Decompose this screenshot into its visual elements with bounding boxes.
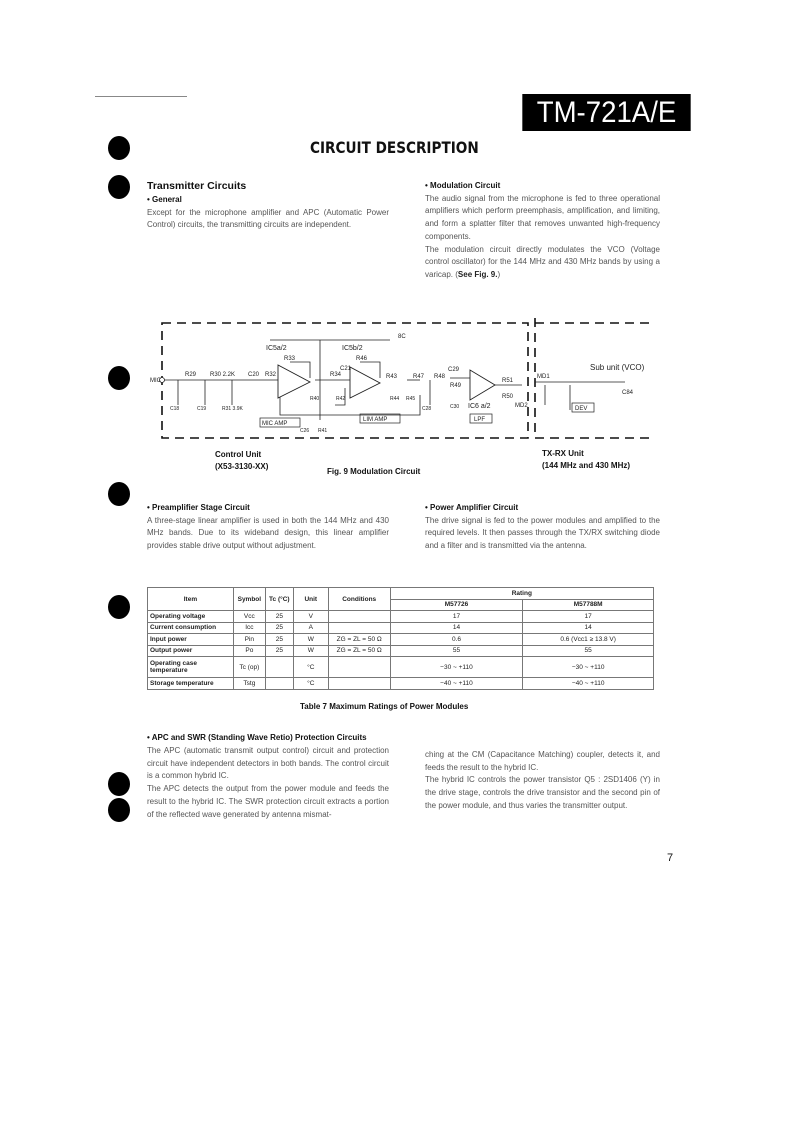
schematic-label: R34 bbox=[330, 372, 342, 378]
header-rule bbox=[95, 96, 187, 97]
apc-left bbox=[147, 745, 389, 821]
col-header: Rating bbox=[390, 588, 653, 600]
schematic-label: C28 bbox=[422, 406, 432, 412]
table-cell: Output power bbox=[148, 645, 234, 657]
schematic-label: R48 bbox=[434, 374, 446, 380]
paragraph: A three-stage linear amplifier is used in both the 144 MHz and 430 MHz bands. Due to its wideband design, this linear amplifier provides stable drive output without adjustment. bbox=[147, 515, 389, 551]
col-header: Tc (°C) bbox=[265, 588, 293, 611]
table-row bbox=[148, 657, 654, 678]
table-cell: Operating voltage bbox=[148, 611, 234, 623]
table-cell: Po bbox=[233, 645, 265, 657]
table-cell: 14 bbox=[523, 622, 654, 634]
table-cell: W bbox=[293, 634, 328, 646]
col-header: Unit bbox=[293, 588, 328, 611]
schematic-label: R32 bbox=[265, 372, 277, 378]
figure-ref: See Fig. 9. bbox=[457, 269, 498, 279]
punch-hole-icon bbox=[108, 175, 130, 199]
text: ) bbox=[497, 269, 501, 279]
col-header: Conditions bbox=[328, 588, 390, 611]
ratings-table bbox=[147, 587, 654, 690]
table-cell: −40 ~ +110 bbox=[523, 678, 654, 690]
schematic-label: LPF bbox=[474, 417, 486, 423]
schematic-label: R29 bbox=[185, 372, 197, 378]
schematic-label: Sub unit (VCO) bbox=[590, 363, 645, 372]
subheading: • General bbox=[147, 195, 182, 204]
schematic-label: R47 bbox=[413, 374, 425, 380]
table-cell: Vcc bbox=[233, 611, 265, 623]
paragraph: The APC (automatic transmit output control) circuit and protection circuit have independent detectors in both bands. The control circuit is a common hybrid IC. bbox=[147, 746, 389, 781]
table-cell bbox=[328, 622, 390, 634]
model-title: TM-721A/E bbox=[522, 94, 690, 131]
table-cell: °C bbox=[293, 657, 328, 678]
schematic-label: IC6 a/2 bbox=[468, 403, 491, 410]
table-cell: Input power bbox=[148, 634, 234, 646]
col-header: Item bbox=[148, 588, 234, 611]
table-caption: Table 7 Maximum Ratings of Power Modules bbox=[300, 702, 469, 711]
schematic-label: R31 3.9K bbox=[222, 406, 243, 412]
apc-heading bbox=[147, 732, 667, 745]
table-cell: 0.6 bbox=[390, 634, 523, 646]
schematic-label: MD1 bbox=[537, 374, 550, 380]
paragraph: The audio signal from the microphone is fed to three operational amplifiers which perform preemphasis, amplification, and limiting, and form a splatter filter that removes unwanted high-frequency components. bbox=[425, 193, 660, 241]
table-row bbox=[148, 611, 654, 623]
table-cell: Current consumption bbox=[148, 622, 234, 634]
col-header: M57726 bbox=[390, 599, 523, 611]
table-cell: 25 bbox=[265, 622, 293, 634]
table-cell: 0.6 (Vcc1 ≥ 13.8 V) bbox=[523, 634, 654, 646]
schematic-label: C20 bbox=[248, 372, 260, 378]
schematic-label: R51 bbox=[502, 378, 514, 384]
schematic-label: C18 bbox=[170, 406, 180, 412]
subheading: • Power Amplifier Circuit bbox=[425, 503, 519, 512]
schematic-label: C21 bbox=[340, 366, 352, 372]
schematic-label: C29 bbox=[448, 367, 460, 373]
schematic-label: R30 2.2K bbox=[210, 372, 236, 378]
schematic-label: MD2 bbox=[515, 403, 528, 409]
paragraph bbox=[425, 244, 660, 282]
text: The modulation circuit directly modulates the VCO (Voltage control oscillator) for the 144 MHz and 430 MHz bands by using a varicap. ( bbox=[425, 244, 660, 279]
txrx-unit-label: TX-RX Unit bbox=[542, 449, 584, 458]
page-title: CIRCUIT DESCRIPTION bbox=[310, 138, 479, 157]
punch-hole-icon bbox=[108, 772, 130, 796]
subheading: • Modulation Circuit bbox=[425, 181, 501, 190]
table-cell: 25 bbox=[265, 611, 293, 623]
table-cell: −40 ~ +110 bbox=[390, 678, 523, 690]
table-cell bbox=[328, 657, 390, 678]
schematic-label: DEV bbox=[575, 406, 588, 412]
schematic-label: R42 bbox=[336, 396, 346, 402]
schematic-label: R40 bbox=[310, 396, 320, 402]
schematic-label: R33 bbox=[284, 356, 296, 362]
table-cell: Storage temperature bbox=[148, 678, 234, 690]
table-cell: Icc bbox=[233, 622, 265, 634]
schematic-label: C84 bbox=[622, 390, 634, 396]
table-row bbox=[148, 678, 654, 690]
punch-hole-icon bbox=[108, 136, 130, 160]
col-header: M57788M bbox=[523, 599, 654, 611]
table-cell: 55 bbox=[390, 645, 523, 657]
paragraph: Except for the microphone amplifier and APC (Automatic Power Control) circuits, the transmitting circuits are independent. bbox=[147, 207, 389, 230]
subheading: • APC and SWR (Standing Wave Retio) Protection Circuits bbox=[147, 733, 367, 742]
table-cell: −30 ~ +110 bbox=[523, 657, 654, 678]
table-row bbox=[148, 622, 654, 634]
modulation-section bbox=[425, 180, 660, 282]
table-cell: 25 bbox=[265, 645, 293, 657]
table-cell: A bbox=[293, 622, 328, 634]
table-cell: 55 bbox=[523, 645, 654, 657]
table-cell: V bbox=[293, 611, 328, 623]
schematic-label: R45 bbox=[406, 396, 416, 402]
table-cell: Tstg bbox=[233, 678, 265, 690]
subheading: • Preamplifier Stage Circuit bbox=[147, 503, 250, 512]
table-cell: Operating case temperature bbox=[148, 657, 234, 678]
paragraph: ching at the CM (Capacitance Matching) coupler, detects it, and feeds the result to the hybrid IC. bbox=[425, 750, 660, 772]
punch-hole-icon bbox=[108, 595, 130, 619]
power-amp-section bbox=[425, 502, 660, 553]
schematic-label: MIC AMP bbox=[262, 421, 288, 427]
table-cell: 25 bbox=[265, 634, 293, 646]
schematic-label: R44 bbox=[390, 396, 400, 402]
apc-right bbox=[425, 749, 660, 813]
table-cell bbox=[328, 678, 390, 690]
txrx-unit-bands: (144 MHz and 430 MHz) bbox=[542, 461, 631, 470]
section-heading: Transmitter Circuits bbox=[147, 180, 247, 192]
table-cell: Pin bbox=[233, 634, 265, 646]
punch-hole-icon bbox=[108, 482, 130, 506]
preamp-section bbox=[147, 502, 389, 553]
table-cell: W bbox=[293, 645, 328, 657]
paragraph: The hybrid IC controls the power transistor Q5 : 2SD1406 (Y) in the drive stage, controls the drive transistor and the second pin of the power module, and thus varies the transmitter output. bbox=[425, 775, 660, 810]
schematic-label: LIM AMP bbox=[363, 417, 388, 423]
table-cell: 17 bbox=[523, 611, 654, 623]
modulation-circuit-schematic bbox=[150, 310, 660, 450]
schematic-label: R49 bbox=[450, 383, 462, 389]
paragraph: The APC detects the output from the power module and feeds the result to the hybrid IC. The SWR protection circuit extracts a portion of the reflected wave generated by antenna mismat- bbox=[147, 784, 389, 819]
punch-hole-icon bbox=[108, 798, 130, 822]
punch-hole-icon bbox=[108, 366, 130, 390]
table-cell: °C bbox=[293, 678, 328, 690]
transmitter-section bbox=[147, 180, 389, 232]
table-row bbox=[148, 645, 654, 657]
table-cell: ZG = ZL = 50 Ω bbox=[328, 645, 390, 657]
schematic-label: R50 bbox=[502, 394, 514, 400]
schematic-label: IC5a/2 bbox=[266, 345, 287, 352]
table-cell: −30 ~ +110 bbox=[390, 657, 523, 678]
paragraph: The drive signal is fed to the power modules and amplified to the required levels. It then passes through the TX/RX switching diode and a filter and is transmitted via the antenna. bbox=[425, 515, 660, 551]
figure-caption: Fig. 9 Modulation Circuit bbox=[327, 467, 421, 476]
schematic-label: IC5b/2 bbox=[342, 345, 363, 352]
schematic-label: R46 bbox=[356, 356, 368, 362]
schematic-label: R43 bbox=[386, 374, 398, 380]
control-unit-label: Control Unit bbox=[215, 450, 262, 459]
table-cell: 14 bbox=[390, 622, 523, 634]
table-cell: Tc (op) bbox=[233, 657, 265, 678]
table-cell bbox=[265, 678, 293, 690]
page-number: 7 bbox=[667, 852, 674, 864]
schematic-label: C30 bbox=[450, 404, 460, 410]
col-header: Symbol bbox=[233, 588, 265, 611]
table-cell: 17 bbox=[390, 611, 523, 623]
table-cell bbox=[328, 611, 390, 623]
control-unit-part: (X53-3130-XX) bbox=[215, 462, 269, 471]
table-cell bbox=[265, 657, 293, 678]
table-cell: ZG = ZL = 50 Ω bbox=[328, 634, 390, 646]
schematic-label: MIC bbox=[150, 378, 161, 384]
schematic-label: C26 bbox=[300, 428, 310, 434]
schematic-label: 8C bbox=[398, 334, 406, 340]
schematic-label: C19 bbox=[197, 406, 207, 412]
table-row bbox=[148, 634, 654, 646]
schematic-label: R41 bbox=[318, 428, 328, 434]
